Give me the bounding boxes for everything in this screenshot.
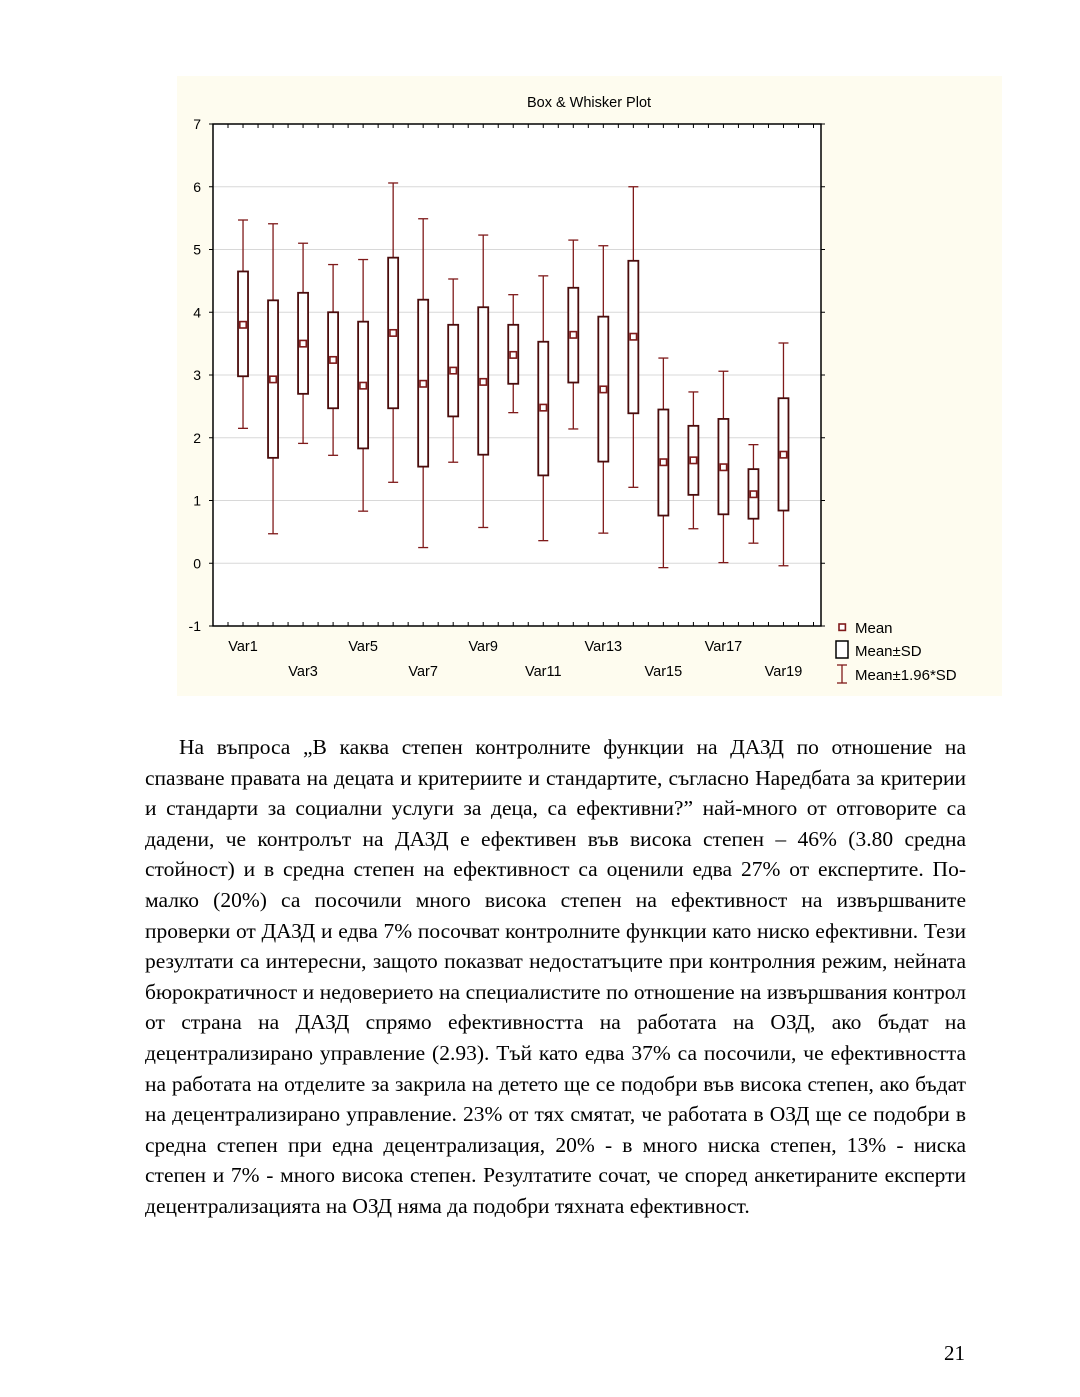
y-tick-label: 6 (193, 178, 201, 195)
x-tick-label: Var13 (584, 639, 623, 655)
y-tick-label: 4 (193, 304, 201, 321)
chart-title: Box & Whisker Plot (526, 95, 652, 111)
legend-label: Mean (855, 620, 893, 637)
x-tick-label: Var7 (408, 664, 438, 680)
x-tick-label: Var9 (468, 639, 499, 655)
body-text (145, 732, 966, 1222)
x-tick-label: Var1 (228, 639, 258, 655)
legend-mean-symbol (839, 624, 845, 630)
mean-marker (600, 386, 606, 392)
mean-marker (480, 379, 486, 385)
x-tick-label: Var11 (524, 664, 562, 680)
legend-sd-symbol (836, 641, 848, 658)
legend-label: Mean±SD (855, 643, 922, 660)
mean-marker (360, 382, 366, 388)
mean-marker (270, 376, 276, 382)
mean-marker (750, 491, 756, 497)
mean-marker (570, 332, 576, 338)
mean-marker (780, 451, 786, 457)
mean-marker (630, 334, 636, 340)
y-tick-label: 1 (193, 492, 201, 509)
mean-marker (300, 340, 306, 346)
box-whisker-chart (177, 76, 1002, 696)
mean-marker (510, 352, 516, 358)
mean-marker (690, 457, 696, 463)
x-tick-label: Var3 (288, 664, 318, 680)
y-tick-label: 3 (193, 367, 201, 383)
paragraph: На въпроса „В каква степен контролните функции на ДАЗД по отношение на спазване правата на децата и критериите и стандартите, съгласно Наредбата за критерии и стандарти за социални услуги за деца, са ефективни?” най-много от отговорите са дадени, че контролът на ДАЗД е ефективен във висока степен – 46% (3.80 средна стойност) и в средна степен на ефективност са оценили едва 27% от експертите. По-малко (20%) са посочили много висока степен на ефективност на извършваните проверки от ДАЗД и едва 7% посочват контролните функции като ниско ефективни. Тези резултати са интересни, защото показват недостатъците при контролния режим, нейната бюрократичност и недоверието на специалистите по отношение на извършвания контрол от страна на ДАЗД спрямо ефективността на работата на ОЗД, ако бъдат на децентрализирано управление (2.93). Тъй като едва 37% са посочили, че ефективността на работата на отделите за закрила на детето ще се подобри във висока степен, ако бъдат на децентрализирано управление. 23% от тях смятат, че работата в ОЗД ще се подобри в средна степен при една децентрализация, 20% - в много ниска степен, 13% - ниска степен и 7% - много висока степен. Резултатите сочат, че според анкетираните експерти децентрализацията на ОЗД няма да подобри тяхната ефективност. (145, 735, 966, 1218)
y-tick-label: 2 (193, 429, 201, 446)
mean-marker (540, 404, 546, 410)
y-tick-label: 0 (193, 555, 201, 572)
mean-marker (720, 464, 726, 470)
mean-marker (420, 381, 426, 387)
mean-marker (390, 330, 396, 336)
mean-marker (660, 459, 666, 465)
legend-label: Mean±1.96*SD (855, 667, 957, 684)
x-tick-label: Var15 (644, 664, 683, 680)
chart-area (177, 76, 1002, 696)
y-tick-label: -1 (188, 618, 201, 634)
mean-marker (450, 367, 456, 373)
x-tick-label: Var19 (764, 664, 803, 680)
x-tick-label: Var17 (704, 639, 743, 655)
x-tick-label: Var5 (348, 639, 378, 655)
y-tick-label: 5 (193, 241, 201, 258)
y-tick-label: 7 (193, 116, 201, 132)
page-number: 21 (944, 1341, 965, 1365)
mean-marker (330, 357, 336, 363)
mean-marker (240, 322, 246, 328)
